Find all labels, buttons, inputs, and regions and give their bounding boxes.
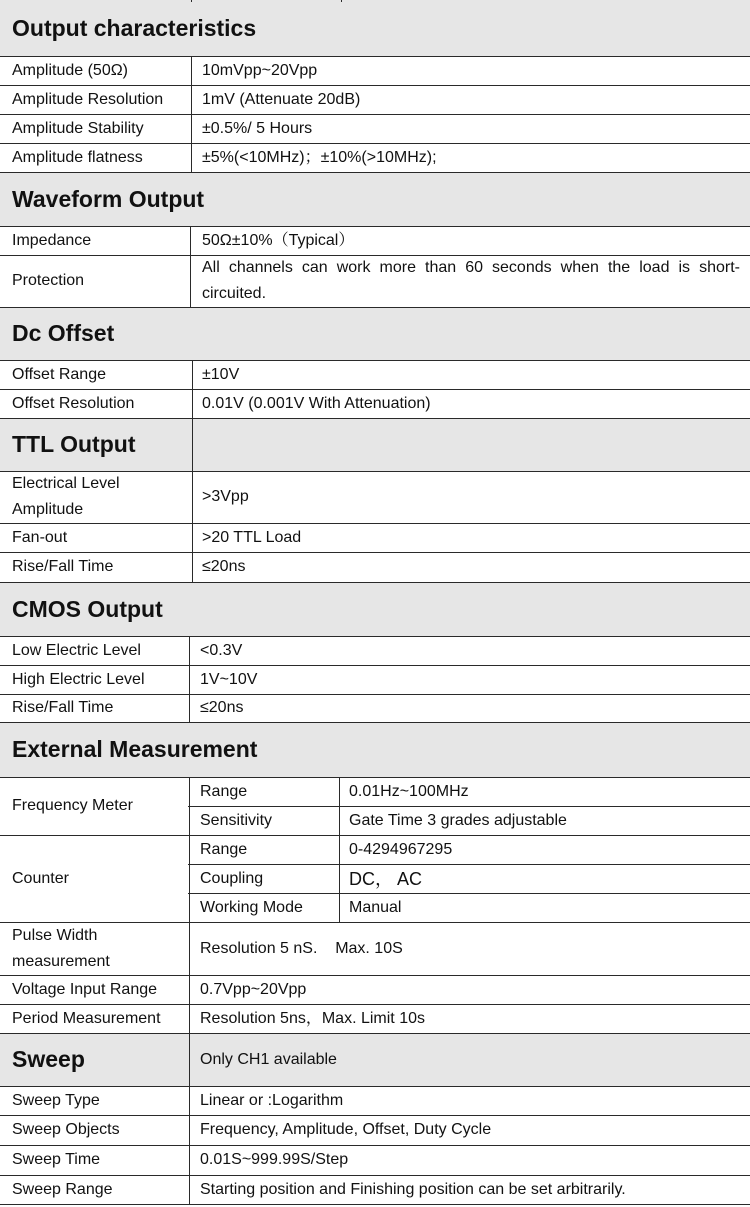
rule <box>0 307 750 308</box>
row-value: 0.01S~999.99S/Step <box>200 1151 349 1168</box>
rule <box>0 1086 750 1087</box>
row-value: All channels can work more than 60 seconds when the load is short-circuited. <box>202 259 740 302</box>
rule <box>0 835 750 836</box>
rule <box>0 777 750 778</box>
row-value: Resolution 5 nS. Max. 10S <box>200 939 403 957</box>
rule <box>0 975 750 976</box>
label-line: Pulse Width <box>12 926 98 944</box>
section-title-external: External Measurement <box>12 736 258 762</box>
row-label <box>0 471 120 523</box>
row-value: ±5%(<10MHz)；±10%(>10MHz); <box>202 148 437 166</box>
rule <box>188 864 750 865</box>
sub-label: Range <box>200 782 248 800</box>
rule <box>0 1204 750 1205</box>
row-value: Gate Time 3 grades adjustable <box>349 811 567 829</box>
rule <box>0 114 750 115</box>
row-value: 50Ω±10%（Typical） <box>202 231 355 249</box>
rule <box>339 777 340 922</box>
section-title-cmos: CMOS Output <box>12 595 163 622</box>
row-label: Period Measurement <box>12 1009 161 1027</box>
row-label <box>0 922 110 975</box>
row-value: <0.3V <box>200 641 243 659</box>
row-value: >3Vpp <box>202 488 249 505</box>
row-label: Sweep Range <box>12 1180 113 1198</box>
rule <box>0 172 750 173</box>
row-value: Resolution 5ns，Max. Limit 10s <box>200 1009 425 1027</box>
rule <box>0 226 750 227</box>
sweep-note: Only CH1 available <box>200 1050 337 1068</box>
row-label: Offset Resolution <box>12 394 135 412</box>
rule <box>191 56 192 172</box>
section-title-output: Output characteristics <box>12 14 257 41</box>
row-label: Voltage Input Range <box>12 980 158 998</box>
rule <box>191 0 192 2</box>
sub-label: Working Mode <box>200 898 303 916</box>
row-value: ≤20ns <box>202 558 246 575</box>
rule <box>0 255 750 256</box>
sweep-header-bg <box>0 1033 750 1086</box>
rule <box>0 1145 750 1146</box>
rule <box>0 1004 750 1005</box>
row-value: 0-4294967295 <box>349 840 453 858</box>
row-value: 0.01V (0.001V With Attenuation) <box>202 394 431 412</box>
row-label: Rise/Fall Time <box>12 699 114 716</box>
rule <box>0 143 750 144</box>
section-title-dc: Dc Offset <box>12 320 115 346</box>
row-label: Rise/Fall Time <box>12 558 114 575</box>
row-label: Amplitude (50Ω) <box>12 61 129 79</box>
section-title-waveform: Waveform Output <box>12 185 205 212</box>
rule <box>0 722 750 723</box>
label-line: Amplitude <box>12 501 84 518</box>
row-value: 0.01Hz~100MHz <box>349 782 469 800</box>
row-value: DC， AC <box>349 868 423 889</box>
rule <box>0 523 750 524</box>
row-label: Sweep Type <box>12 1091 100 1109</box>
row-value: ±10V <box>202 365 240 383</box>
row-value: 1V~10V <box>200 670 258 688</box>
row-value: Linear or :Logarithm <box>200 1091 344 1109</box>
row-value: Manual <box>349 898 402 916</box>
rule <box>0 360 750 361</box>
row-label: Low Electric Level <box>12 641 141 659</box>
row-label: High Electric Level <box>12 670 145 688</box>
row-value: >20 TTL Load <box>202 528 302 546</box>
rule <box>0 922 750 923</box>
row-value: ±0.5%/ 5 Hours <box>202 119 313 137</box>
rule <box>0 471 750 472</box>
rule <box>0 418 750 419</box>
rule <box>0 56 750 57</box>
row-label: Amplitude Resolution <box>12 90 164 108</box>
rule <box>0 552 750 553</box>
row-label: Sweep Time <box>12 1151 101 1168</box>
row-label: Offset Range <box>12 365 106 383</box>
row-value: 10mVpp~20Vpp <box>202 61 318 79</box>
rule <box>341 0 342 2</box>
rule <box>0 665 750 666</box>
label-line: Electrical Level <box>12 475 120 492</box>
row-label: Frequency Meter <box>12 797 133 814</box>
rule <box>190 226 191 307</box>
rule <box>192 360 193 582</box>
rule <box>188 806 750 807</box>
rule <box>0 1175 750 1176</box>
rule <box>0 1033 750 1034</box>
sub-label: Sensitivity <box>200 811 273 829</box>
row-value: 1mV (Attenuate 20dB) <box>202 90 361 108</box>
rule <box>0 389 750 390</box>
rule <box>0 694 750 695</box>
rule <box>189 777 190 1204</box>
row-label: Amplitude Stability <box>12 119 144 137</box>
row-value: Frequency, Amplitude, Offset, Duty Cycle <box>200 1121 492 1138</box>
sub-label: Range <box>200 840 248 858</box>
sub-label: Coupling <box>200 869 264 887</box>
row-label: Protection <box>12 272 85 289</box>
row-value: Starting position and Finishing position can be set arbitrarily. <box>200 1180 626 1198</box>
row-value: ≤20ns <box>200 699 244 716</box>
row-label: Counter <box>12 869 69 887</box>
row-label: Amplitude flatness <box>12 148 143 166</box>
rule <box>0 1115 750 1116</box>
rule <box>0 582 750 583</box>
rule <box>189 636 190 722</box>
rule <box>0 85 750 86</box>
rule <box>188 893 750 894</box>
row-label: Impedance <box>12 231 92 249</box>
row-value: 0.7Vpp~20Vpp <box>200 980 307 998</box>
rule <box>0 636 750 637</box>
section-title-sweep: Sweep <box>12 1046 85 1072</box>
label-line: measurement <box>12 952 110 970</box>
row-label: Fan-out <box>12 528 68 546</box>
row-label: Sweep Objects <box>12 1121 120 1138</box>
section-title-ttl: TTL Output <box>12 431 136 457</box>
